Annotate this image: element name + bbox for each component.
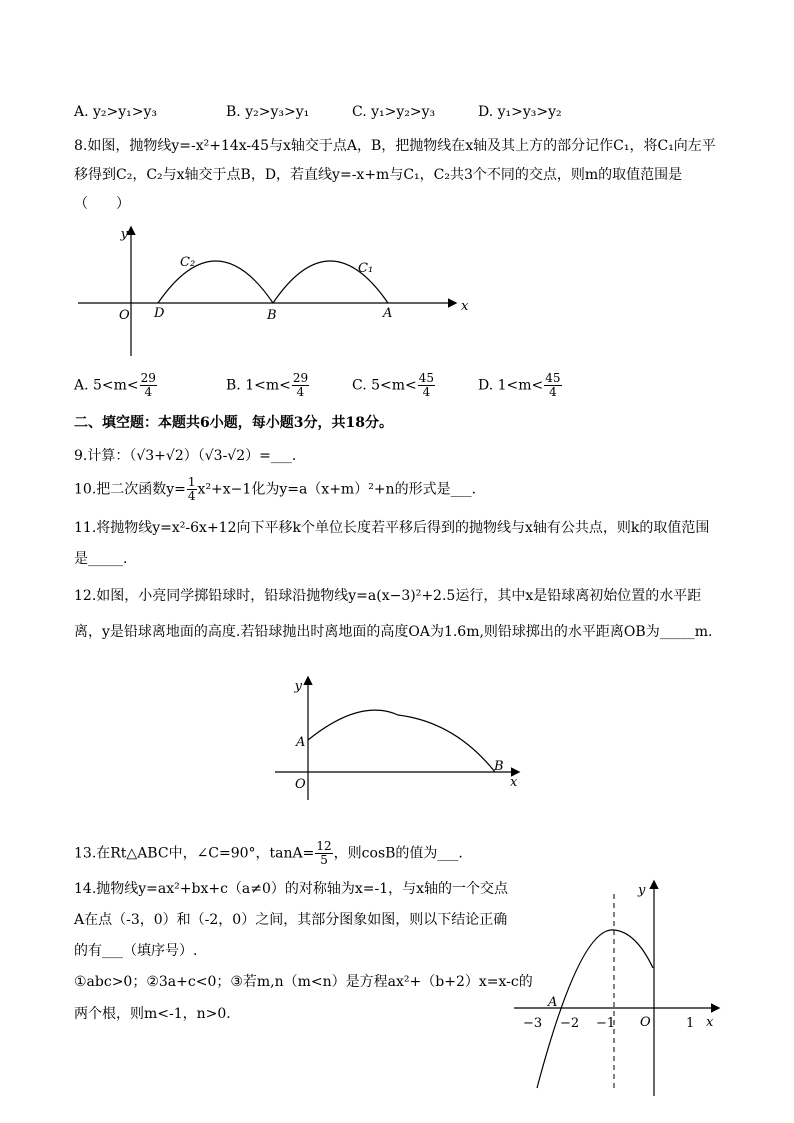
q8-graph	[70, 222, 480, 364]
q12-line-1: 12.如图，小亮同学掷铅球时，铅球沿抛物线y=a(x−3)²+2.5运行，其中x是铅球离初始位置的水平距	[74, 588, 702, 604]
q14-line-5: 两个根，则m<-1，n>0.	[74, 1006, 231, 1022]
q7-option-c: C. y₁>y₂>y₃	[352, 104, 436, 120]
q12-label-b: B	[494, 759, 504, 774]
q8-line-2: 移得到C₂，C₂与x轴交于点B，D，若直线y=-x+m与C₁，C₂共3个不同的交点，则m的取值范围是	[74, 167, 683, 183]
q12-graph	[270, 672, 530, 804]
q8-option-c: C. 5<m< $\frac{45}{4}$	[352, 371, 435, 399]
q7-option-a: A. y₂>y₁>y₃	[74, 104, 158, 120]
q8-label-b: B	[267, 308, 277, 323]
q12-label-y: y	[294, 679, 302, 694]
q8-option-a: A. 5<m< $\frac{29}{4}$	[74, 371, 156, 399]
q8-curve-c2	[158, 261, 273, 303]
q14-tick-neg1: −1	[596, 1016, 616, 1031]
q8-label-x: x	[461, 299, 469, 314]
q14-label-a: A	[548, 995, 558, 1010]
q14-tick-neg3: −3	[523, 1016, 543, 1031]
q14-tick-1: 1	[686, 1016, 695, 1031]
q8-option-b: B. 1<m< $\frac{29}{4}$	[226, 371, 309, 399]
q8-option-d: D. 1<m< $\frac{45}{4}$	[478, 371, 561, 399]
q8-label-d: D	[154, 306, 165, 321]
q8-label-y: y	[120, 227, 128, 242]
q14-line-2: A在点（-3，0）和（-2，0）之间，其部分图象如图，则以下结论正确	[74, 912, 508, 928]
q8-label-a: A	[383, 306, 393, 321]
q14-label-x: x	[706, 1015, 714, 1030]
q8-label-c2: C₂	[180, 255, 196, 270]
q8-line-3: （ ）	[74, 196, 130, 212]
q14-tick-neg2: −2	[560, 1016, 580, 1031]
q8-label-c1: C₁	[358, 261, 374, 276]
q7-option-d: D. y₁>y₃>y₂	[478, 104, 562, 120]
q14-label-o: O	[640, 1015, 651, 1030]
q12-trajectory	[308, 710, 495, 772]
q11-line-1: 11.将抛物线y=x²-6x+12向下平移k个单位长度若平移后得到的抛物线与x轴有公共点，则k的取值范围	[74, 520, 710, 536]
q12-label-a: A	[296, 735, 306, 750]
q14-line-3: 的有___（填序号）.	[74, 943, 198, 959]
q8-line-1: 8.如图，抛物线y=-x²+14x-45与x轴交于点A，B，把抛物线在x轴及其上方的部分记作C₁，将C₁向左平	[74, 138, 716, 154]
q14-graph	[510, 876, 730, 1100]
q13-text: 13.在Rt△ABC中，∠C=90°，tanA= $\frac{12}{5}$ ，则cosB的值为___.	[74, 839, 463, 867]
q11-line-2: 是_____.	[74, 551, 128, 567]
q9-text: 9.计算：（√3+√2）（√3-√2）=___.	[74, 448, 297, 464]
q10-text: 10.把二次函数y= $\frac{1}{4}$ x²+x−1化为y=a（x+m）²+n的形式是___.	[74, 475, 477, 503]
q12-line-2: 离，y是铅球离地面的高度.若铅球抛出时离地面的高度OA为1.6m,则铅球掷出的水平距离OB为_____m.	[74, 624, 713, 640]
q14-label-y: y	[638, 883, 646, 898]
q12-label-o: O	[295, 777, 306, 792]
q8-label-o: O	[119, 308, 130, 323]
q14-line-1: 14.抛物线y=ax²+bx+c（a≠0）的对称轴为x=-1，与x轴的一个交点	[74, 881, 509, 897]
q14-line-4: ①abc>0；②3a+c<0；③若m,n（m<n）是方程ax²+（b+2）x=x-c的	[74, 974, 533, 990]
section-2-title: 二、填空题：本题共6小题，每小题3分，共18分。	[74, 415, 393, 431]
q7-option-b: B. y₂>y₃>y₁	[226, 104, 310, 120]
q12-label-x: x	[510, 775, 518, 790]
